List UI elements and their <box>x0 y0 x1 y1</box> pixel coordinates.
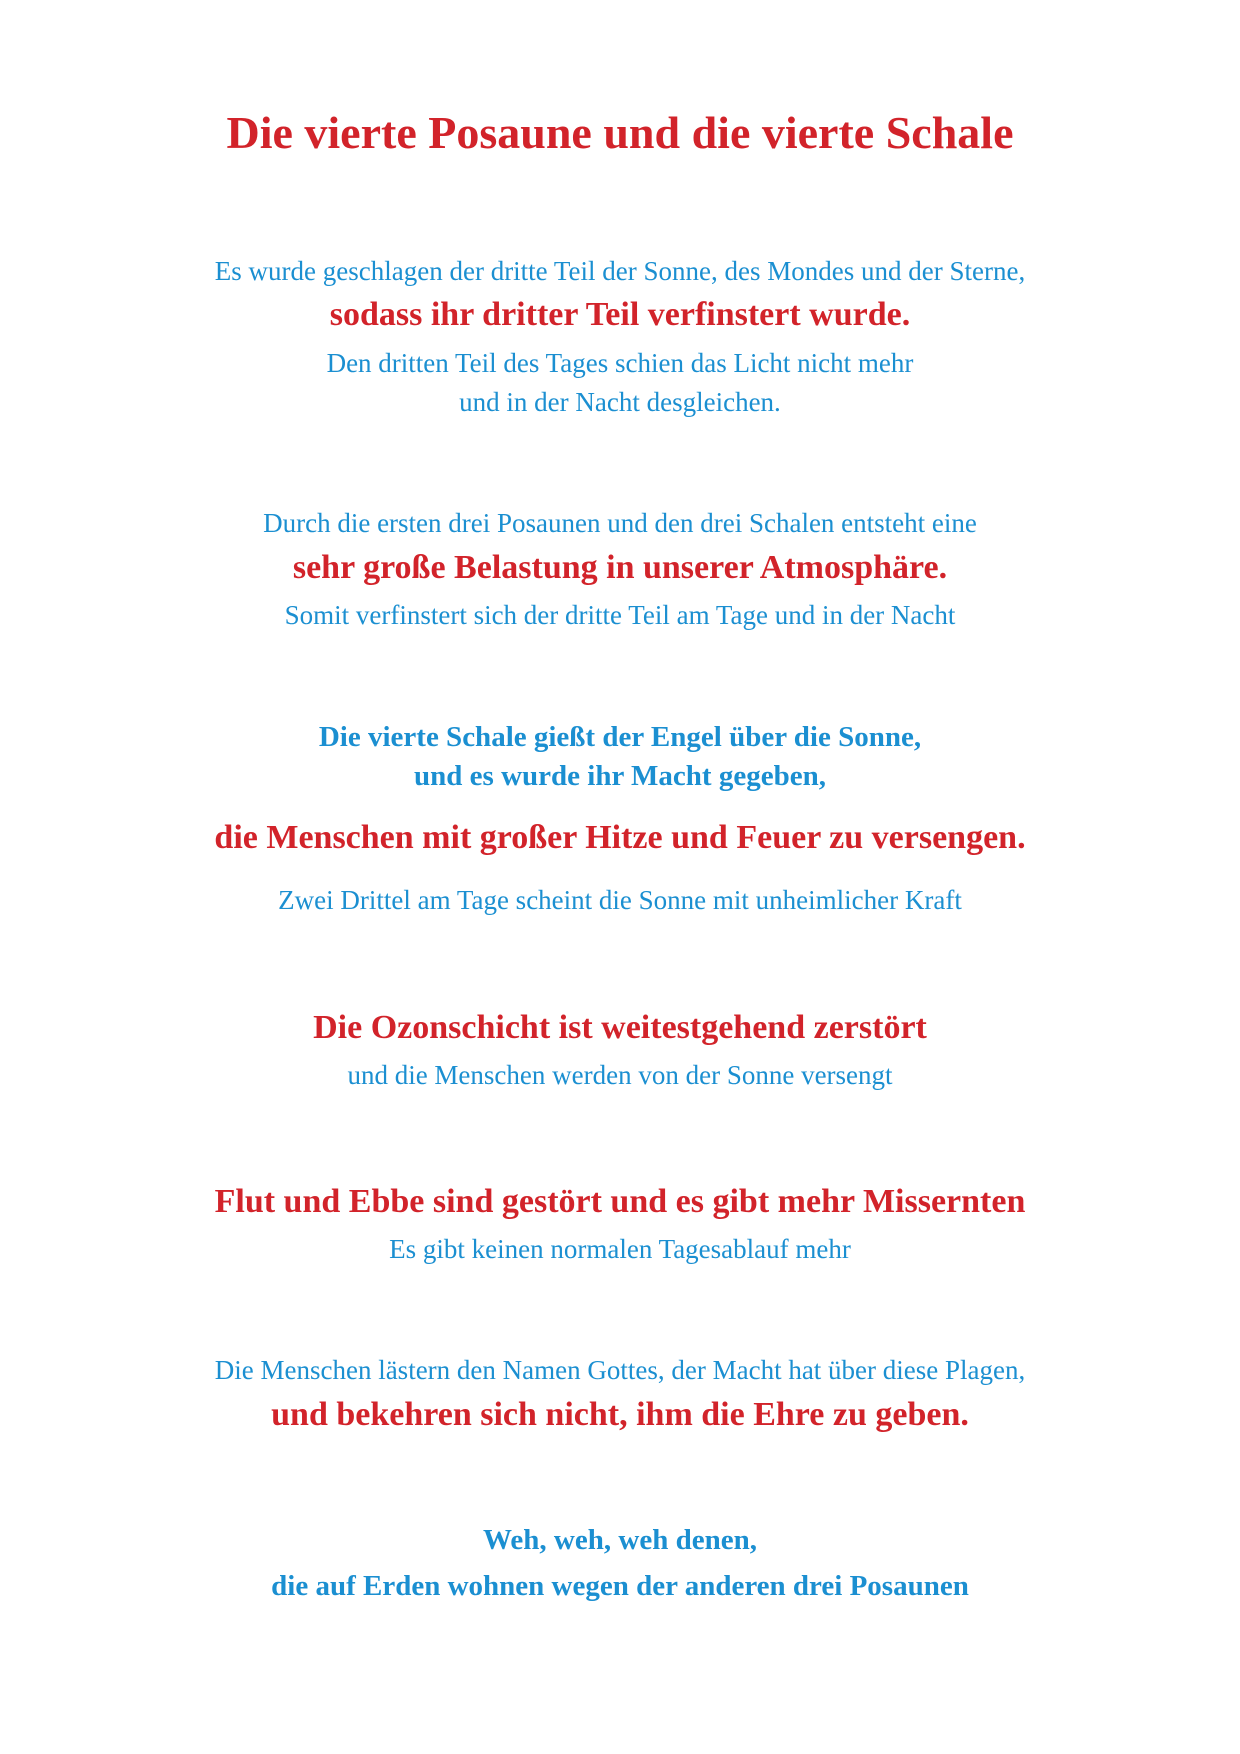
section-6-line-2: und bekehren sich nicht, ihm die Ehre zu geben. <box>271 1396 969 1433</box>
page-title: Die vierte Posaune und die vierte Schale <box>226 107 1014 158</box>
section-4-line-2: und die Menschen werden von der Sonne versengt <box>347 1060 893 1090</box>
section-2-line-3: Somit verfinstert sich der dritte Teil am Tage und in der Nacht <box>284 600 956 630</box>
section-1-line-3: Den dritten Teil des Tages schien das Licht nicht mehr <box>326 348 914 378</box>
section-1-line-4: und in der Nacht desgleichen. <box>459 387 781 417</box>
section-3-line-2: und es wurde ihr Macht gegeben, <box>414 760 826 792</box>
section-6-line-1: Die Menschen lästern den Namen Gottes, der Macht hat über diese Plagen, <box>214 1355 1026 1385</box>
section-7-line-2: die auf Erden wohnen wegen der anderen drei Posaunen <box>271 1570 969 1602</box>
section-5-line-2: Es gibt keinen normalen Tagesablauf mehr <box>389 1234 851 1264</box>
section-2-line-2: sehr große Belastung in unserer Atmosphäre. <box>292 549 948 586</box>
section-7-line-1: Weh, weh, weh denen, <box>483 1524 757 1556</box>
section-2-line-1: Durch die ersten drei Posaunen und den drei Schalen entsteht eine <box>263 508 977 538</box>
section-3-line-3: die Menschen mit großer Hitze und Feuer zu versengen. <box>214 819 1026 856</box>
section-5-line-1: Flut und Ebbe sind gestört und es gibt mehr Missernten <box>214 1183 1026 1220</box>
section-3-line-4: Zwei Drittel am Tage scheint die Sonne mit unheimlicher Kraft <box>278 885 962 915</box>
section-4-line-1: Die Ozonschicht ist weitestgehend zerstört <box>313 1009 927 1046</box>
section-3-line-1: Die vierte Schale gießt der Engel über die Sonne, <box>318 721 922 753</box>
section-1-line-1: Es wurde geschlagen der dritte Teil der Sonne, des Mondes und der Sterne, <box>214 256 1026 286</box>
section-1-line-2: sodass ihr dritter Teil verfinstert wurde. <box>329 296 911 333</box>
